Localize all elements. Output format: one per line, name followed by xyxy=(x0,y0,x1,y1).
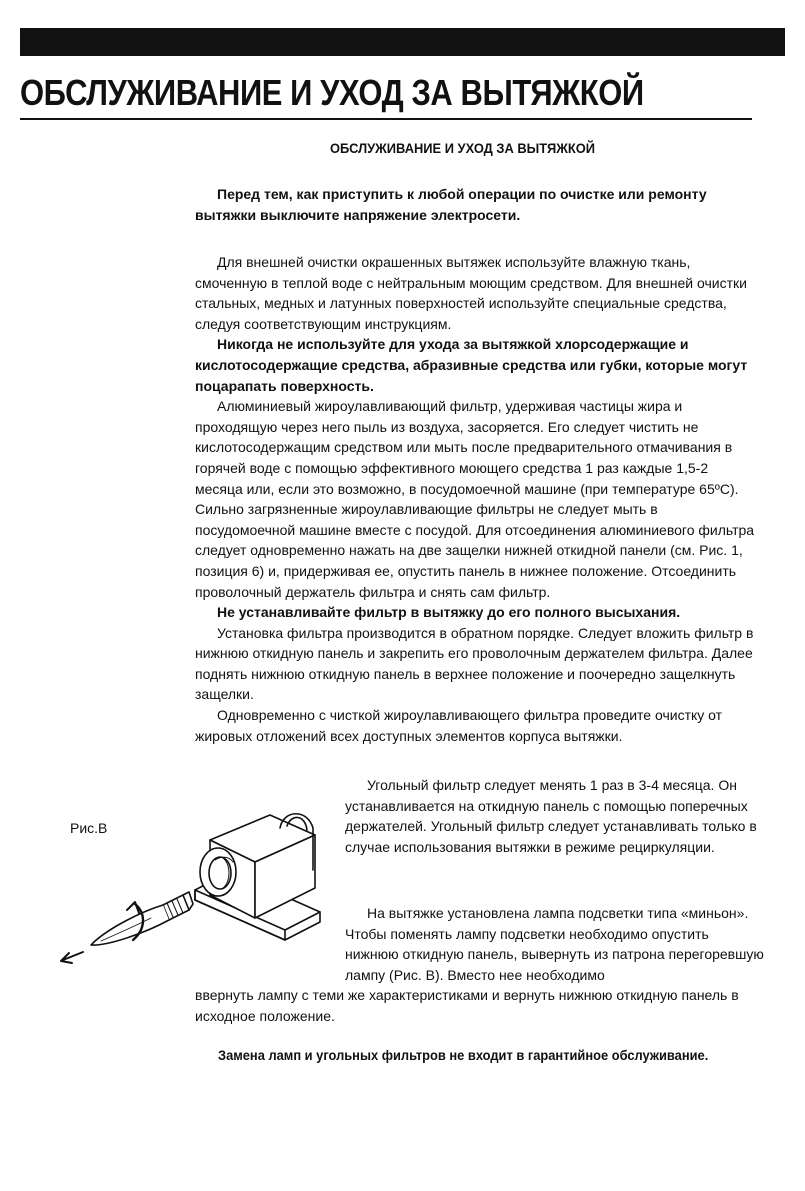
lamp-replacement-illustration xyxy=(55,800,335,970)
main-text-block xyxy=(195,252,755,746)
top-black-bar xyxy=(20,28,785,56)
intro-block xyxy=(195,184,755,225)
title-underline xyxy=(20,118,752,120)
lamp-block xyxy=(345,903,765,985)
warning-power-paragraph: Перед тем, как приступить к любой операции по очистке или ремонту вытяжки выключите напряжение электросети. xyxy=(195,186,707,223)
filter-install-paragraph: Установка фильтра производится в обратном порядке. Следует вложить фильтр в нижнюю откидную панель и закрепить его проволочным держателем фильтра. Далее поднять нижнюю откидную панель в верхнее положение и поочередно защелкнуть защелки. xyxy=(195,624,754,703)
section-subtitle: ОБСЛУЖИВАНИЕ И УХОД ЗА ВЫТЯЖКОЙ xyxy=(330,140,596,156)
warning-chlorine-paragraph: Никогда не используйте для ухода за вытяжкой хлорсодержащие и кислотосодержащие средства, абразивные средства или губки, которые могут поцарапать поверхность. xyxy=(195,336,748,394)
body-cleaning-paragraph: Одновременно с чисткой жироулавливающего фильтра проведите очистку от жировых отложений всех доступных элементов корпуса вытяжки. xyxy=(195,707,723,744)
warning-dry-paragraph: Не устанавливайте фильтр в вытяжку до его полного высыхания. xyxy=(217,604,681,621)
lamp-continuation-block xyxy=(195,985,755,1026)
external-cleaning-paragraph: Для внешней очистки окрашенных вытяжек используйте влажную ткань, смоченную в теплой воде с нейтральным моющим средством. Для внешней очистки стальных, медных и латунных поверхностей используйте специальные средства, следуя соответствующим инструкциям. xyxy=(195,254,747,332)
aluminium-filter-paragraph: Алюминиевый жироулавливающий фильтр, удерживая частицы жира и проходящую через него пыль из воздуха, засоряется. Его следует чистить не кислотосодержащим средством или мыть после предварительного отмачивания в горячей воде с помощью эффективного моющего средства 1 раз каждые 1,5-2 месяца или, если это возможно, в посудомоечной машине (при температуре 65ºC). Сильно загрязненные жироулавливающие фильтры не следует мыть в посудомоечной машине вместе с посудой. Для отсоединения алюминиевого фильтра следует одновременно нажать на две защелки нижней откидной панели (см. Рис. 1, позиция 6) и, придерживая ее, опустить панель в нижнее положение. Отсоединить проволочный держатель фильтра и снять сам фильтр. xyxy=(195,398,755,600)
carbon-filter-block xyxy=(345,775,765,857)
page-title: ОБСЛУЖИВАНИЕ И УХОД ЗА ВЫТЯЖКОЙ xyxy=(20,72,644,113)
lamp-paragraph-part2: ввернуть лампу с теми же характеристиками и вернуть нижнюю откидную панель в исходное положение. xyxy=(195,987,739,1024)
carbon-filter-paragraph: Угольный фильтр следует менять 1 раз в 3-4 месяца. Он устанавливается на откидную панель с помощью поперечных держателей. Угольный фильтр следует устанавливать только в случае использования вытяжки в режиме рециркуляции. xyxy=(345,777,757,855)
lamp-paragraph-part1: На вытяжке установлена лампа подсветки типа «миньон». Чтобы поменять лампу подсветки необходимо опустить нижнюю откидную панель, вывернуть из патрона перегоревшую лампу (Рис. В). Вместо нее необходимо xyxy=(345,905,764,983)
figure-label: Рис.В xyxy=(70,820,108,836)
warranty-note: Замена ламп и угольных фильтров не входит в гарантийное обслуживание. xyxy=(218,1047,709,1063)
